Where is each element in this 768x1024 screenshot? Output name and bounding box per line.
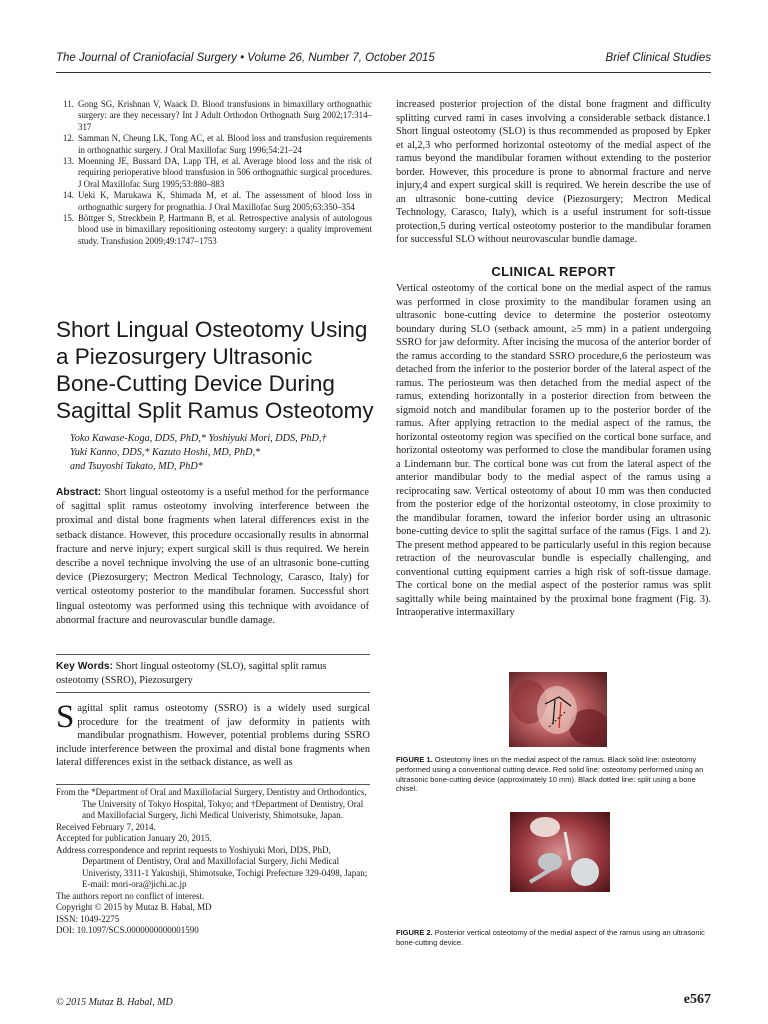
reference-number: 15. bbox=[62, 213, 74, 224]
header-rule bbox=[56, 72, 711, 73]
reference-text: Ueki K, Marukawa K, Shimada M, et al. The assessment of blood loss in orthognathic surgery for prognathia. J Oral Maxillofac Surg 2005;63:350–354 bbox=[78, 190, 372, 212]
running-header-journal: The Journal of Craniofacial Surgery • Volume 26, Number 7, October 2015 bbox=[56, 52, 435, 64]
page-number: e567 bbox=[683, 992, 711, 1007]
running-header-section: Brief Clinical Studies bbox=[605, 52, 711, 64]
affiliation-block bbox=[56, 787, 370, 937]
affiliation-line: From the *Department of Oral and Maxillofacial Surgery, Dentistry and Orthodontics, The University of Tokyo Hospital, Tokyo; and †Department of Dentistry, Oral and Maxillofacial Surgery, Jichi Medical Univeristy, Shimotsuke, Japan. bbox=[56, 787, 367, 820]
reference-number: 14. bbox=[62, 190, 74, 201]
abstract bbox=[56, 486, 369, 628]
author-line: Yoko Kawase-Koga, DDS, PhD,* Yoshiyuki Mori, DDS, PhD,† bbox=[70, 433, 327, 444]
reference-number: 13. bbox=[62, 156, 74, 167]
reference-text: Böttger S, Streckbein P, Hartmann B, et al. Retrospective analysis of autologous blood use in bimaxillary repositioning osteotomy surgery: a quality improvement study. Transfusion 2009;49:1747–1753 bbox=[78, 213, 372, 246]
intro-continuation: increased posterior projection of the distal bone fragment and difficulty splitting curved rami in cases involving a considerable setback distance.1 Short lingual osteotomy (SLO) is thus recommended as proposed by Epker et al,2,3 who performed horizontal osteotomy of the medial aspect of the ramus beyond the mandibular foramen without extending to the posterior border. However, this procedure is prone to abnormal fracture and nerve injury,4 and expert surgical skill is required. We herein describe the use of an ultrasonic bone-cutting device (Piezosurgery; Mectron Medical Technology, Carasco, Italy), which is a useful instrument for soft-tissue protection,5 during vertical osteotomy posterior to the mandibular foramen for successful SLO without neurovascular bundle damage. bbox=[396, 99, 711, 245]
figure-1-caption bbox=[396, 755, 711, 794]
figure-1-label: FIGURE 1. bbox=[396, 755, 433, 764]
abstract-text: Short lingual osteotomy is a useful method for the performance of sagittal split ramus osteotomy involving interference between the proximal and distal bone fragments when lateral differences exist in the setback distance. However, this procedure occasionally results in abnormal fracture and nerve injury; expert surgical skill is thus required. We herein describe a novel technique involving the use of an ultrasonic bone-cutting device (Piezosurgery; Mectron Medical Technology, Carasco, Italy) for vertical osteotomy posterior to the mandibular foramen. Successful short lingual osteotomy was performed using this technique with avoidance of abnormal fracture and neurovascular bundle damage. bbox=[56, 487, 370, 626]
reference-number: 12. bbox=[62, 133, 74, 144]
keywords-label: Key Words: bbox=[56, 661, 114, 672]
abstract-label: Abstract: bbox=[56, 487, 102, 498]
section-heading: CLINICAL REPORT bbox=[491, 264, 616, 279]
reference-item bbox=[56, 133, 372, 156]
affiliation-line: Copyright © 2015 by Mutaz B. Habal, MD bbox=[56, 902, 212, 912]
keywords bbox=[56, 660, 369, 688]
reference-item bbox=[56, 190, 372, 213]
figure-2-text: Posterior vertical osteotomy of the medial aspect of the ramus using an ultrasonic bone-cutting device. bbox=[396, 928, 705, 947]
keywords-rule-bottom bbox=[56, 692, 370, 693]
article-title: Short Lingual Osteotomy Using a Piezosurgery Ultrasonic Bone-Cutting Device During Sagittal Split Ramus Osteotomy bbox=[56, 317, 374, 423]
author-line: and Tsuyoshi Takato, MD, PhD* bbox=[70, 461, 203, 472]
reference-item bbox=[56, 99, 372, 133]
keywords-text: Short lingual osteotomy (SLO), sagittal split ramus osteotomy (SSRO), Piezosurgery bbox=[56, 661, 327, 686]
reference-text: Samman N, Cheung LK, Tong AC, et al. Blood loss and transfusion requirements in orthognathic surgery. J Oral Maxillofac Surg 1996;54:21–24 bbox=[78, 133, 372, 155]
figure-2-caption bbox=[396, 928, 711, 948]
intro-paragraph bbox=[56, 699, 370, 770]
affiliation-line: Received February 7, 2014. bbox=[56, 821, 156, 832]
affiliation-line: ISSN: 1049-2275 bbox=[56, 913, 120, 924]
reference-item bbox=[56, 213, 372, 247]
affiliation-rule bbox=[56, 784, 370, 785]
author-line: Yuki Kanno, DDS,* Kazuto Hoshi, MD, PhD,* bbox=[70, 447, 261, 458]
author-list bbox=[70, 432, 370, 474]
figure-2-photo bbox=[510, 812, 610, 892]
reference-number: 11. bbox=[63, 99, 74, 109]
drop-cap: S bbox=[56, 699, 75, 735]
footer-copyright: © 2015 Mutaz B. Habal, MD bbox=[56, 997, 173, 1008]
keywords-rule-top bbox=[56, 654, 370, 655]
affiliation-line: The authors report no conflict of interest. bbox=[56, 890, 205, 901]
clinical-report-text: Vertical osteotomy of the cortical bone on the medial aspect of the ramus was performed in close proximity to the mandibular foramen using an ultrasonic bone-cutting device to determine the posterior osteotomy boundary during SLO (setback amount, ≥5 mm) in a patient undergoing SSRO for jaw deformity. After incising the mucosa of the anterior border of the ramus according to the standard SSRO procedure,6 the periosteum was detached from the inferior to the posterior border of the lateral aspect of the ramus. The periosteum was then detached from the medial aspect of the ramus, extending horizontally in a posterior direction from between the sigmoid notch and mandibular foramen up to the posterior border of the ramus. After applying retraction to the medial aspect of the ramus, the horizontal osteotomy region was specified on the cortical bone surface, and horizontal osteotomy was performed to close the mandibular foramen using a Lindemann bur. The cortical bone was cut from the lateral aspect of the anterior mandibular body to the medial aspect of the ramus using a reciprocating saw. Vertical osteotomy of about 10 mm was then conducted from the posterior edge of the horizontal osteotomy, in close proximity to the mandibular foramen, toward the inferior border using an ultrasonic bone-cutting device to split the sagittal surface of the ramus (Figs. 1 and 2). The present method appeared to be particularly useful in this region because retraction of the neurovascular bundle is especially challenging, and conventional cutting equipment carries a high risk of soft-tissue damage. The cortical bone on the medial aspect of the posterior ramus was split sagittally while being maintained by the proximal bone fragment (Fig. 3). Intraoperative intermaxillary bbox=[396, 283, 711, 618]
figure-1-photo bbox=[509, 672, 607, 747]
reference-item bbox=[56, 156, 372, 190]
reference-list bbox=[56, 99, 372, 247]
affiliation-line: Address correspondence and reprint requests to Yoshiyuki Mori, DDS, PhD, Department of Dentistry, Oral and Maxillofacial Surgery, Jichi Medical Univeristy, 3311-1 Yakushiji, Shimotsuke, Tochigi Prefecture 329-0498, Japan; E-mail: mori-ora@jichi.ac.jp bbox=[56, 844, 368, 889]
affiliation-line: DOI: 10.1097/SCS.0000000000001590 bbox=[56, 925, 199, 935]
intro-text: agittal split ramus osteotomy (SSRO) is a widely used surgical procedure for the treatment of jaw deformity in patients with mandibular prognathism. However, potential problems during SSRO include interference between the proximal and distal bone fragments when lateral differences exist in the setback distance, as well as bbox=[56, 703, 370, 769]
figure-1-text: Osteotomy lines on the medial aspect of the ramus. Black solid line: osteotomy performed using a conventional cutting device. Red solid line: osteotomy performed using an ultrasonic bone-cutting device (approximately 10 mm). Black dotted line: split using a bone chisel. bbox=[396, 755, 704, 794]
reference-text: Gong SG, Krishnan V, Waack D. Blood transfusions in bimaxillary orthognathic surgery: are they necessary? Int J Adult Orthodon Orthognath Surg 2002;17:314–317 bbox=[78, 99, 372, 132]
figure-2-label: FIGURE 2. bbox=[396, 928, 433, 937]
reference-text: Moenning JE, Bussard DA, Lapp TH, et al. Average blood loss and the risk of requiring perioperative blood transfusion in 506 orthognathic surgical procedures. J Oral Maxillofac Surg 1995;53:880–883 bbox=[78, 156, 372, 189]
affiliation-line: Accepted for publication January 20, 2015. bbox=[56, 833, 212, 843]
